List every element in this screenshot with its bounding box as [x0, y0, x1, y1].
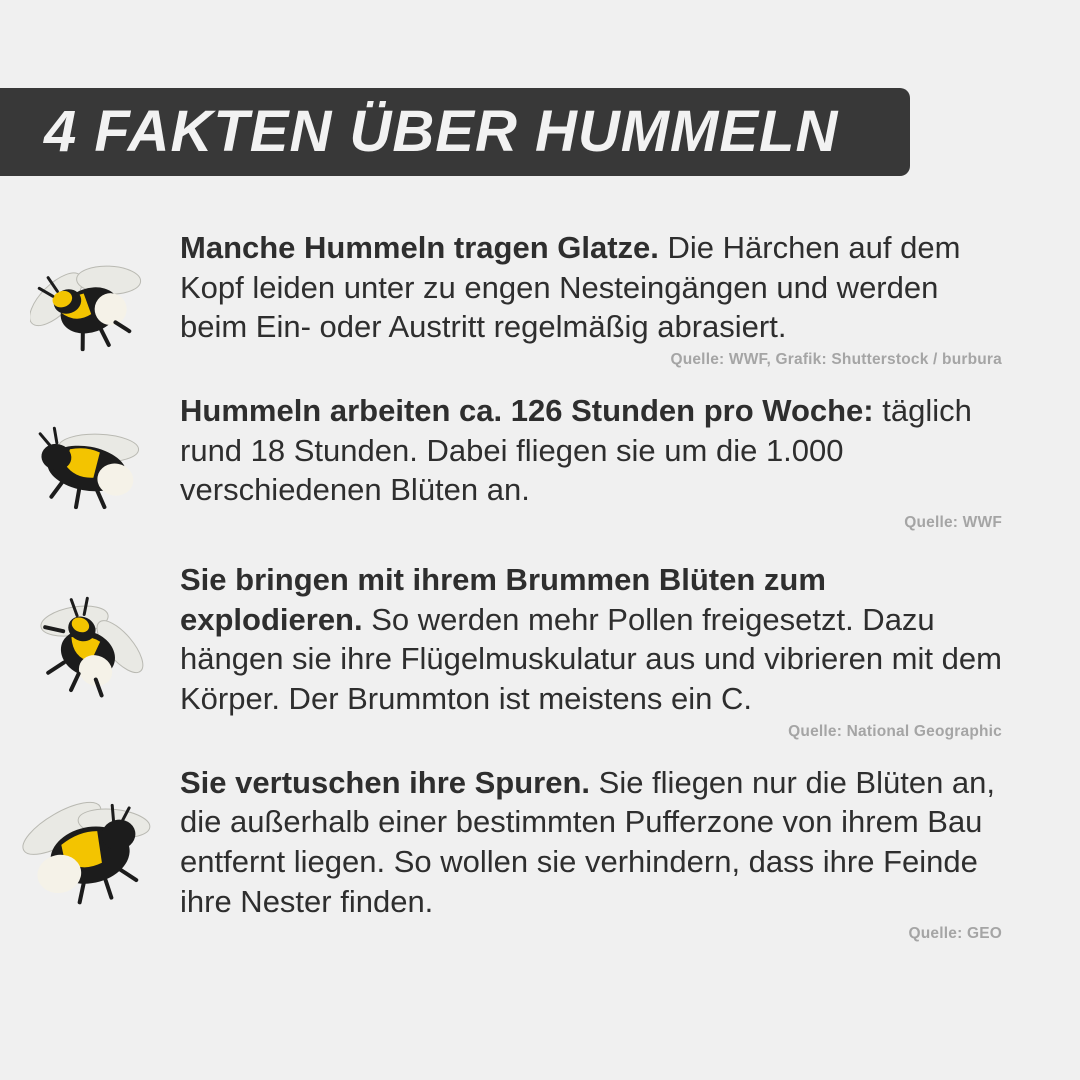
fact-source: Quelle: National Geographic — [788, 722, 1002, 740]
page-title: 4 FAKTEN ÜBER HUMMELN — [44, 99, 839, 164]
fact-body — [180, 560, 1050, 741]
facts-list — [0, 228, 1080, 943]
bumblebee-flying-icon — [0, 228, 180, 360]
bumblebee-top-icon — [0, 560, 180, 712]
fact-source: Quelle: WWF, Grafik: Shutterstock / burbura — [670, 351, 1002, 369]
fact-text — [180, 391, 1005, 510]
fact-lead: Hummeln arbeiten ca. 126 Stunden pro Woche: — [180, 393, 874, 429]
bumblebee-large-icon — [0, 763, 180, 915]
list-item — [0, 763, 1080, 944]
fact-body — [180, 391, 1050, 532]
fact-lead: Sie bringen mit ihrem Brummen Blüten zum explodieren. — [180, 562, 826, 637]
fact-detail: So werden mehr Pollen freigesetzt. Dazu hängen sie ihre Flügelmuskulatur aus und vibrieren mit dem Körper. Der Brummton ist meistens ein C. — [180, 601, 1002, 717]
list-item — [0, 228, 1080, 369]
bumblebee-side-icon — [0, 391, 180, 523]
fact-detail: Die Härchen auf dem Kopf leiden unter zu engen Nesteingängen und werden beim Ein- oder Austritt regelmäßig abrasiert. — [180, 230, 961, 345]
fact-text — [180, 763, 1005, 922]
fact-text — [180, 228, 1005, 347]
fact-body — [180, 763, 1050, 944]
fact-text — [180, 560, 1005, 719]
list-item — [0, 560, 1080, 741]
fact-source: Quelle: GEO — [908, 925, 1002, 943]
fact-source: Quelle: WWF — [904, 514, 1002, 532]
fact-lead: Sie vertuschen ihre Spuren. — [180, 764, 591, 800]
fact-body — [180, 228, 1050, 369]
list-item — [0, 391, 1080, 532]
fact-lead: Manche Hummeln tragen Glatze. — [180, 230, 659, 265]
fact-detail: Sie fliegen nur die Blüten an, die außerhalb einer bestimmten Pufferzone von ihrem Bau entfernt liegen. So wollen sie verhindern, dass ihre Feinde ihre Nester finden. — [180, 764, 996, 919]
title-banner — [0, 88, 910, 176]
fact-detail: täglich rund 18 Stunden. Dabei fliegen sie um die 1.000 verschiedenen Blüten an. — [180, 393, 972, 508]
